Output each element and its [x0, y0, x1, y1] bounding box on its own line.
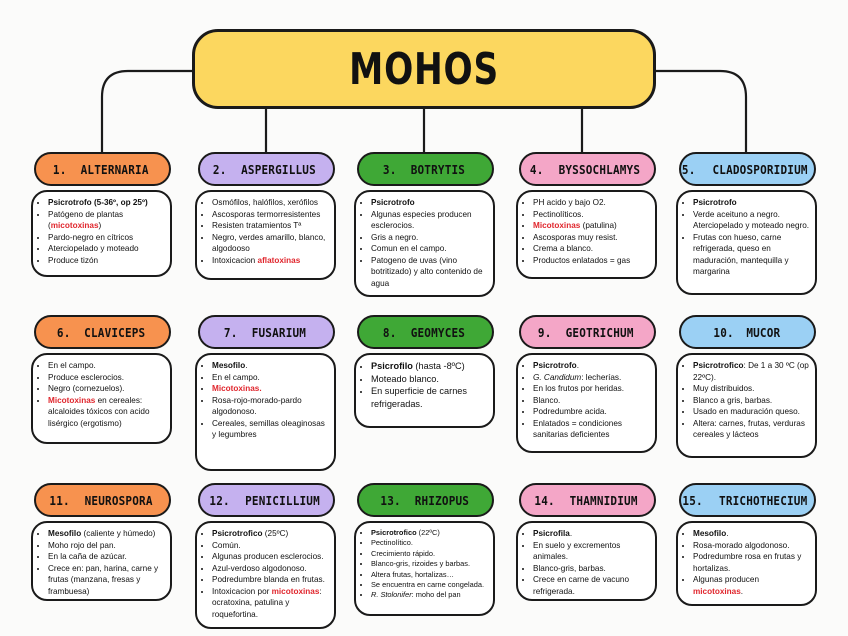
mold-number: 5. [682, 161, 696, 177]
bullet-text: . [245, 361, 248, 370]
bullet-text: Productos enlatados = gas [533, 255, 631, 265]
bullet-text: Algunas producen [693, 575, 760, 584]
bullet-item [371, 559, 489, 569]
mold-title: GEOTRICHUM [565, 324, 634, 340]
bullet-item [212, 197, 330, 209]
bullet-text: Psicrotrofico [212, 529, 263, 538]
bullet-item [533, 220, 651, 232]
bullet-text: Se encuentra en carne congelada. [371, 580, 484, 590]
bullet-item [48, 528, 166, 540]
bullet-text: Psicrotrofo (5-36º, op 25º) [48, 198, 148, 207]
highlight-text: aflatoxinas [257, 255, 301, 265]
bullet-text: (patulina) [580, 221, 617, 230]
bullet-text: Rosa-morado algodonoso. [693, 540, 790, 550]
bullet-text: Verde aceituno a negro. Aterciopelado y moteado negro. [693, 209, 810, 230]
mold-header [198, 152, 335, 186]
bullet-text: Produce tizón [48, 255, 99, 265]
bullet-item [212, 586, 330, 621]
bullet-text: Crece en carne de vacuno refrigerada. [533, 575, 630, 596]
bullet-item [212, 418, 330, 441]
bullet-text: Usado en maduración queso. [693, 407, 800, 416]
bullet-text: Gris a negro. [371, 232, 419, 242]
mold-title: GEOMYCES [410, 324, 465, 340]
mold-description [195, 521, 336, 629]
bullet-item [533, 528, 651, 540]
mold-card [679, 152, 816, 295]
bullet-item [212, 220, 330, 232]
bullet-text: : lecherías. [581, 372, 622, 382]
bullet-item [533, 418, 651, 441]
bullet-text: Algunas producen esclerocios. [212, 552, 324, 561]
bullet-item [533, 197, 651, 209]
highlight-text: Micotoxinas [48, 395, 96, 405]
mold-card [34, 315, 171, 444]
mold-number: 15. [682, 492, 703, 508]
bullet-item [371, 385, 489, 410]
bullet-item [48, 243, 166, 255]
bullet-item [371, 373, 489, 386]
mold-title: ASPERGILLUS [241, 161, 317, 177]
bullet-list [200, 528, 330, 620]
mold-card [198, 315, 335, 471]
bullet-text: Altera: carnes, frutas, verduras cereales y lácteos [693, 418, 805, 439]
bullet-list [521, 360, 651, 441]
bullet-item [371, 255, 489, 290]
bullet-text: . [726, 529, 729, 538]
mold-header [519, 152, 656, 186]
bullet-item [533, 209, 651, 221]
bullet-item [212, 383, 330, 395]
bullet-list [359, 197, 489, 289]
bullet-item [48, 209, 166, 232]
bullet-text: Mesofilo [212, 361, 246, 370]
bullet-item [212, 563, 330, 575]
bullet-text: Podredumbre rosa en frutas y hortalizas. [693, 552, 802, 573]
mold-number: 10. [713, 324, 734, 340]
mold-header [679, 483, 816, 517]
mold-number: 2. [212, 161, 227, 177]
bullet-text: En la caña de azúcar. [48, 552, 127, 561]
highlight-text: micotoxinas [693, 586, 741, 596]
mold-title: BOTRYTIS [410, 161, 465, 177]
bullet-text: G. Candidum [533, 372, 582, 382]
bullet-item [693, 418, 811, 441]
bullet-text: Muy distribuidos. [693, 384, 755, 393]
mold-description [516, 521, 657, 601]
bullet-item [212, 209, 330, 221]
mold-header [357, 483, 494, 517]
mold-card [357, 315, 494, 428]
bullet-item [533, 360, 651, 372]
bullet-text: Ascosporas termorresistentes [212, 209, 321, 219]
bullet-item [48, 383, 166, 395]
mold-number: 12. [209, 492, 230, 508]
mold-header [679, 152, 816, 186]
bullet-text: Cereales, semillas oleaginosas y legumbres [212, 418, 325, 439]
mold-number: 9. [537, 324, 552, 340]
mold-title: RHIZOPUS [414, 492, 469, 508]
bullet-item [48, 372, 166, 384]
mold-description [195, 190, 336, 280]
mold-description [676, 190, 817, 295]
bullet-item [371, 243, 489, 255]
bullet-text: Psicrotrofico [693, 361, 744, 370]
bullet-item [48, 540, 166, 552]
mold-description [31, 353, 172, 444]
mold-title: NEUROSPORA [84, 492, 153, 508]
bullet-item [371, 549, 489, 559]
bullet-item [48, 563, 166, 598]
bullet-text: Blanco-gris, barbas. [533, 563, 606, 573]
bullet-text: En suelo y excrementos animales. [533, 540, 621, 561]
bullet-text: Psicrotrofo [533, 361, 577, 370]
mold-number: 8. [383, 324, 397, 340]
mold-header [198, 483, 335, 517]
mold-description [354, 521, 495, 616]
mold-description [516, 190, 657, 279]
mold-number: 1. [52, 161, 67, 177]
bullet-text: En los frutos por heridas. [533, 384, 625, 393]
bullet-item [693, 574, 811, 597]
mold-title: CLADOSPORIDIUM [712, 161, 808, 177]
bullet-text: Moteado blanco. [371, 373, 439, 384]
bullet-item [693, 395, 811, 407]
mold-card [357, 483, 494, 616]
bullet-item [212, 540, 330, 552]
bullet-list [200, 360, 330, 441]
mold-description [195, 353, 336, 471]
bullet-item [533, 540, 651, 563]
mold-description [676, 521, 817, 606]
mold-title: TRICHOTHECIUM [719, 492, 808, 508]
mold-header [519, 315, 656, 349]
bullet-text: PH acido y bajo O2. [533, 198, 606, 207]
bullet-text: Mesofilo [693, 529, 727, 538]
bullet-item [371, 232, 489, 244]
bullet-text: Pectinolítico. [371, 538, 413, 548]
bullet-text: Azul-verdoso algodonoso. [212, 563, 307, 573]
bullet-text: Negro (cornezuelos). [48, 384, 125, 393]
bullet-text: (hasta -8ºC) [412, 361, 465, 371]
bullet-item [693, 232, 811, 278]
mold-header [34, 152, 171, 186]
bullet-item [371, 528, 489, 538]
bullet-text: Podredumbre acida. [533, 407, 607, 416]
bullet-text: Produce esclerocios. [48, 372, 124, 382]
bullet-list [36, 528, 166, 597]
bullet-list [681, 360, 811, 441]
mold-header [357, 315, 494, 349]
bullet-item [371, 580, 489, 590]
bullet-item [533, 563, 651, 575]
bullet-text: Intoxicacion por [212, 586, 272, 596]
mold-number: 3. [383, 161, 397, 177]
bullet-text: Comun en el campo. [371, 244, 447, 253]
highlight-text: micotoxinas [50, 221, 99, 230]
mold-description [31, 190, 172, 277]
mold-card [34, 483, 171, 601]
bullet-text: Aterciopelado y moteado [48, 244, 139, 253]
mold-card [357, 152, 494, 297]
bullet-item [212, 360, 330, 372]
bullet-text: Podredumbre blanda en frutas. [212, 575, 325, 584]
bullet-item [533, 383, 651, 395]
mold-header [34, 315, 171, 349]
bullet-text: Psicrotrofico [371, 528, 417, 537]
bullet-text: Altera frutas, hortalizas… [371, 569, 454, 579]
bullet-item [212, 372, 330, 384]
bullet-text: Patógeno de plantas ( [48, 209, 124, 230]
bullet-list [521, 528, 651, 597]
bullet-item [533, 395, 651, 407]
bullet-item [212, 255, 330, 267]
bullet-item [48, 255, 166, 267]
bullet-text: Crema a blanco. [533, 244, 594, 253]
bullet-list [200, 197, 330, 266]
bullet-item [533, 372, 651, 384]
bullet-item [693, 209, 811, 232]
mold-description [676, 353, 817, 458]
bullet-text: Moho rojo del pan. [48, 540, 116, 550]
mold-title: ALTERNARIA [80, 161, 149, 177]
bullet-list [359, 528, 489, 601]
bullet-item [693, 406, 811, 418]
bullet-text: Pectinolíticos. [533, 209, 584, 219]
bullet-item [533, 255, 651, 267]
bullet-text: (22ºC) [416, 528, 440, 537]
bullet-item [212, 551, 330, 563]
bullet-text: Osmófilos, halófilos, xerófilos [212, 198, 319, 207]
bullet-list [521, 197, 651, 266]
mold-number: 13. [379, 492, 401, 508]
mold-card [198, 483, 335, 629]
bullet-text: Resisten tratamientos Tª [212, 221, 302, 230]
bullet-text: Psicrotrofo [693, 198, 737, 207]
bullet-item [212, 528, 330, 540]
bullet-text: ) [98, 221, 102, 230]
mold-card [679, 315, 816, 458]
bullet-item [371, 590, 489, 600]
bullet-item [533, 243, 651, 255]
mold-number: 7. [224, 324, 238, 340]
bullet-item [371, 538, 489, 548]
bullet-text: Frutas con hueso, carne refrigerada, queso en maduración, mantequilla y margarina [693, 232, 789, 276]
bullet-text: En superficie de carnes refrigeradas. [371, 386, 468, 409]
bullet-text: Blanco-gris, rizoides y barbas. [371, 559, 470, 569]
bullet-text: En el campo. [48, 361, 96, 370]
main-title-box [192, 29, 656, 109]
bullet-list [681, 528, 811, 597]
bullet-text: Psicrofilo [371, 361, 413, 371]
bullet-item [48, 395, 166, 430]
bullet-item [48, 360, 166, 372]
bullet-item [48, 232, 166, 244]
bullet-item [533, 574, 651, 597]
bullet-item [212, 395, 330, 418]
bullet-text: Crecimiento rápido. [371, 548, 436, 558]
bullet-text: : ocratoxina, patulina y roquefortina. [212, 586, 322, 619]
bullet-text: Blanco. [533, 395, 561, 405]
mold-title: PENICILLIUM [245, 492, 320, 508]
mold-description [354, 190, 495, 297]
mold-card [679, 483, 816, 606]
bullet-item [48, 197, 166, 209]
bullet-text: (25ºC) [262, 529, 289, 538]
bullet-text: Crece en: pan, harina, carne y frutas (manzana, fresas y frambuesa) [48, 563, 159, 596]
mold-number: 11. [49, 492, 70, 508]
mold-title: CLAVICEPS [84, 324, 146, 340]
bullet-text: . [576, 361, 579, 370]
mold-number: 6. [56, 324, 71, 340]
mold-title: MUCOR [746, 324, 781, 340]
bullet-text: en cereales: alcaloides tóxicos con acido lisérgico (ergotismo) [48, 395, 150, 428]
bullet-text: (caliente y húmedo) [81, 529, 156, 538]
bullet-item [693, 540, 811, 552]
mold-number: 14. [534, 492, 555, 508]
mold-title: BYSSOCHLAMYS [558, 161, 641, 177]
bullet-text: Enlatados = condiciones sanitarias deficientes [533, 418, 622, 439]
bullet-text: Pardo-negro en cítricos [48, 232, 134, 242]
bullet-text: Blanco a gris, barbas. [693, 395, 773, 405]
bullet-list [36, 360, 166, 429]
bullet-text: : moho del pan [411, 590, 461, 600]
bullet-text: . [569, 529, 573, 538]
mold-card [34, 152, 171, 277]
highlight-text: micotoxinas [271, 586, 320, 596]
mold-title: THAMNIDIUM [569, 492, 638, 508]
mold-description [31, 521, 172, 601]
bullet-text: R. Stolonifer [371, 590, 412, 600]
bullet-text: En el campo. [212, 372, 260, 382]
mold-title: FUSARIUM [251, 324, 306, 340]
main-title: MOHOS [349, 43, 499, 95]
bullet-item [371, 360, 489, 373]
mold-description [354, 353, 495, 428]
mold-header [679, 315, 816, 349]
mold-card [198, 152, 335, 280]
bullet-text: Rosa-rojo-morado-pardo algodonoso. [212, 395, 302, 416]
mold-card [519, 152, 656, 279]
bullet-item [212, 574, 330, 586]
mold-header [357, 152, 494, 186]
bullet-text: Común. [212, 540, 241, 550]
bullet-list [681, 197, 811, 278]
bullet-item [533, 406, 651, 418]
mold-header [198, 315, 335, 349]
bullet-text: : De 1 a 30 ºC (op 22ºC). [693, 361, 809, 382]
mold-card [519, 315, 656, 453]
bullet-item [371, 570, 489, 580]
bullet-text: Ascosporas muy resist. [533, 232, 618, 242]
bullet-text: . [740, 586, 744, 596]
bullet-item [371, 209, 489, 232]
mold-number: 4. [529, 161, 544, 177]
mold-header [519, 483, 656, 517]
mold-card [519, 483, 656, 601]
bullet-list [36, 197, 166, 266]
mold-description [516, 353, 657, 453]
bullet-text: Algunas especies producen esclerocios. [371, 209, 472, 230]
bullet-text: Psicrotrofo [371, 198, 415, 207]
bullet-text: Psicrofila [533, 529, 570, 538]
highlight-text: Micotoxinas [533, 221, 581, 230]
bullet-item [371, 197, 489, 209]
bullet-text: Negro, verdes amarillo, blanco, algodooso [212, 232, 326, 253]
highlight-text: Micotoxinas. [212, 384, 262, 393]
bullet-list [359, 360, 489, 410]
mold-header [34, 483, 171, 517]
bullet-item [693, 528, 811, 540]
bullet-text: Mesofilo [48, 529, 82, 538]
bullet-item [693, 383, 811, 395]
bullet-text: Intoxicacion [212, 255, 258, 265]
bullet-item [212, 232, 330, 255]
bullet-text: Patogeno de uvas (vino botritizado) y alto contenido de agua [371, 255, 483, 288]
bullet-item [693, 360, 811, 383]
bullet-item [693, 551, 811, 574]
bullet-item [533, 232, 651, 244]
bullet-item [693, 197, 811, 209]
bullet-item [48, 551, 166, 563]
